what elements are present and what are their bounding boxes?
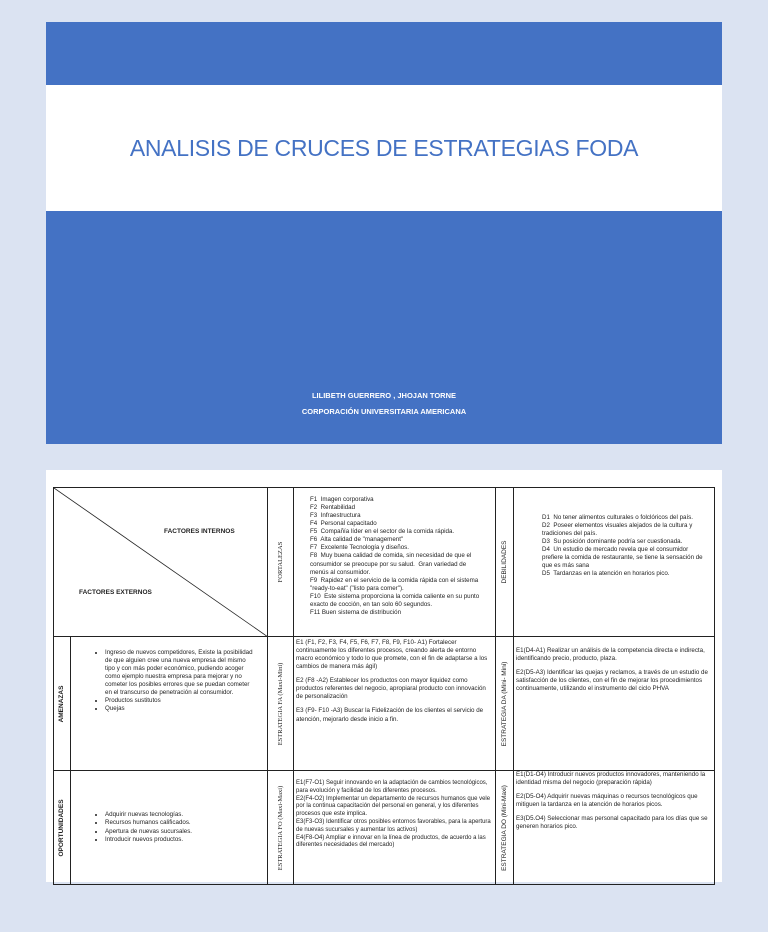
diagonal-header-cell (54, 488, 268, 637)
matrix-page (46, 470, 722, 882)
weaknesses-list (514, 488, 714, 579)
da-strategy: E1(D4-A1) Realizar un análisis de la competencia directa e indirecta, identificando precio, producto, plaza. (516, 647, 705, 663)
do-strategy: E3(D5.O4) Seleccionar mas personal capacitado para los días que se generen horarios pico. (516, 815, 708, 831)
weakness-item: D4 Un estudio de mercado revela que el consumidor prefiere la comida de restaurante, se tiene la sensación de que es más sana (542, 546, 705, 570)
do-label: ESTRATEGIA DO (Mini-Maxi) (500, 784, 508, 871)
fa-label-cell (268, 637, 294, 771)
weaknesses-label-cell (496, 488, 514, 637)
da-label: ESTRATEGIA DA (Mini- Mini) (500, 661, 508, 746)
fo-strategy: E3(F3-O3) Identificar otros posibles entornos favorables, para la apertura de nuevas sucursales y aumentar los activos) (296, 818, 491, 833)
strengths-cell (294, 488, 496, 637)
threats-label-cell (54, 637, 71, 771)
strength-item: F5 Compañía líder en el sector de la comida rápida. (310, 528, 455, 536)
da-strategies (514, 637, 714, 693)
opportunities-list (95, 811, 257, 843)
opportunities-row (54, 771, 715, 885)
strength-item: F4 Personal capacitado (310, 520, 377, 528)
fa-strategy: E1 (F1, F2, F3, F4, F5, F6, F7, F8, F9, F10- A1) Fortalecer continuamente los diferentes procesos, creando alerta de entorno macro económico y todo lo que promete, con el fin de adaptarse a los cambios de manera más ágil) (296, 639, 488, 671)
fo-strategy: E1(F7-O1) Seguir innovando en la adaptación de cambios tecnológicos, para evolución y facilidad de los diferentes procesos. (296, 780, 488, 794)
opportunity-item: • Introducir nuevos productos. (105, 836, 257, 844)
do-cell (514, 771, 715, 885)
threats-row (54, 637, 715, 771)
threat-item: • Productos sustitutos (105, 697, 257, 705)
diagonal-line (54, 488, 268, 637)
strength-item: F10 Este sistema proporciona la comida caliente en su punto exacto de cocción, en tan solo 60 segundos. (310, 592, 481, 608)
fa-strategy: E3 (F9- F10 -A3) Buscar la Fidelización de los clientes el servicio de atención, mejorarlo desde inicio a fin. (296, 707, 484, 723)
threat-item: • Ingreso de nuevos competidores, Existe la posibilidad de que alguien cree una nueva empresa del mismo tipo y con más poder económico, pudiendo acoger como ejemplo nuestra empresa para mejorar y no cometer los posibles errores que se puedan cometer en el transcurso de penetración al consumidor. (105, 649, 257, 697)
weakness-item: D2 Poseer elementos visuales alejados de la cultura y tradiciones del país. (542, 522, 695, 538)
strength-item: F9 Rapidez en el servicio de la comida rápida con el sistema "ready-to-eat" ("listo para comer"). (310, 576, 480, 592)
strength-item: F3 Infraestructura (310, 512, 361, 520)
weakness-item: D5 Tardanzas en la atención en horarios pico. (542, 570, 670, 578)
threats-cell (71, 637, 268, 771)
fa-label: ESTRATEGIA FA (Maxi-Mini) (276, 662, 284, 745)
da-strategy: E2(D5-A3) Identificar las quejas y reclamos, a través de un estudio de satisfacción de los clientes, con el fin de mejorar los procedimientos continuamente, utilizando el instrumento del ciclo PHVA (516, 669, 708, 693)
do-strategy: E2(D5-O4) Adquirir nuevas máquinas o recursos tecnológicos que mitiguen la tardanza en la atención de horarios picos. (516, 793, 698, 809)
cover-slide (46, 22, 722, 444)
institution: CORPORACIÓN UNIVERSITARIA AMERICANA (301, 407, 467, 416)
da-cell (514, 637, 715, 771)
opportunity-item: • Apertura de nuevas sucursales. (105, 828, 257, 836)
internal-factors-label: FACTORES INTERNOS (164, 528, 235, 535)
do-strategies (514, 771, 714, 831)
opportunity-item: • Recursos humanos calificados. (105, 819, 257, 827)
strengths-list (294, 488, 495, 617)
fo-strategies (294, 771, 495, 850)
do-label-cell (496, 771, 514, 885)
weakness-item: D1 No tener alimentos culturales o folclóricos del país. (542, 514, 693, 521)
fo-label-cell (268, 771, 294, 885)
strengths-label: FORTALEZAS (276, 541, 284, 583)
threats-label: AMENAZAS (57, 685, 65, 722)
strengths-label-cell (268, 488, 294, 637)
threats-list (95, 649, 257, 714)
fo-strategy: E4(F8-O4) Ampliar e innovar en la línea de productos, de acuerdo a las diferentes necesidades del mercado) (296, 834, 486, 849)
foda-matrix (53, 487, 715, 885)
opportunity-item: • Adquirir nuevas tecnologías. (105, 811, 257, 819)
do-strategy: E1(D1-O4) Introducir nuevos productos innovadores, manteniendo la identidad misma del negocio (preparación rápida) (516, 771, 706, 787)
external-factors-label: FACTORES EXTERNOS (79, 589, 152, 596)
fo-cell (294, 771, 496, 885)
weakness-item: D3 Su posición dominante podría ser cuestionada. (542, 538, 683, 546)
strength-item: F6 Alta calidad de "management" (310, 536, 404, 544)
opportunities-label-cell (54, 771, 71, 885)
opportunities-cell (71, 771, 268, 885)
strength-item: F2 Rentabilidad (310, 504, 356, 512)
strength-item: F7 Excelente Tecnología y diseños. (310, 544, 409, 552)
strength-item: F11 Buen sistema de distribución (310, 608, 402, 616)
fa-strategies (294, 637, 495, 724)
authors: LILIBETH GUERRERO , JHOJAN TORNE (311, 391, 457, 400)
strength-item: F1 Imagen corporativa (310, 496, 374, 503)
fo-strategy: E2(F4-O2) Implementar un departamento de recursos humanos que vele por la continua capacitación del personal en general, y los diferentes procesos que este implica. (296, 795, 491, 818)
fa-cell (294, 637, 496, 771)
weaknesses-cell (514, 488, 715, 637)
header-row (54, 488, 715, 637)
da-label-cell (496, 637, 514, 771)
opportunities-label: OPORTUNIDADES (57, 798, 65, 857)
fo-label: ESTRATEGIA FO (Maxi-Maxi) (276, 785, 284, 870)
threat-item: • Quejas (105, 705, 257, 713)
title-band (46, 85, 722, 211)
document-title: ANALISIS DE CRUCES DE ESTRATEGIAS FODA (129, 134, 639, 161)
fa-strategy: E2 (F8 -A2) Establecer los productos con mayor liquidez como productos referentes del negocio, apropiaral producto con innovación de personalización (296, 677, 486, 701)
strength-item: F8 Muy buena calidad de comida, sin necesidad de que el consumidor se preocupe por su salud. Gran variedad de menús al consumidor. (310, 552, 474, 576)
weaknesses-label: DEBILIDADES (500, 540, 508, 584)
